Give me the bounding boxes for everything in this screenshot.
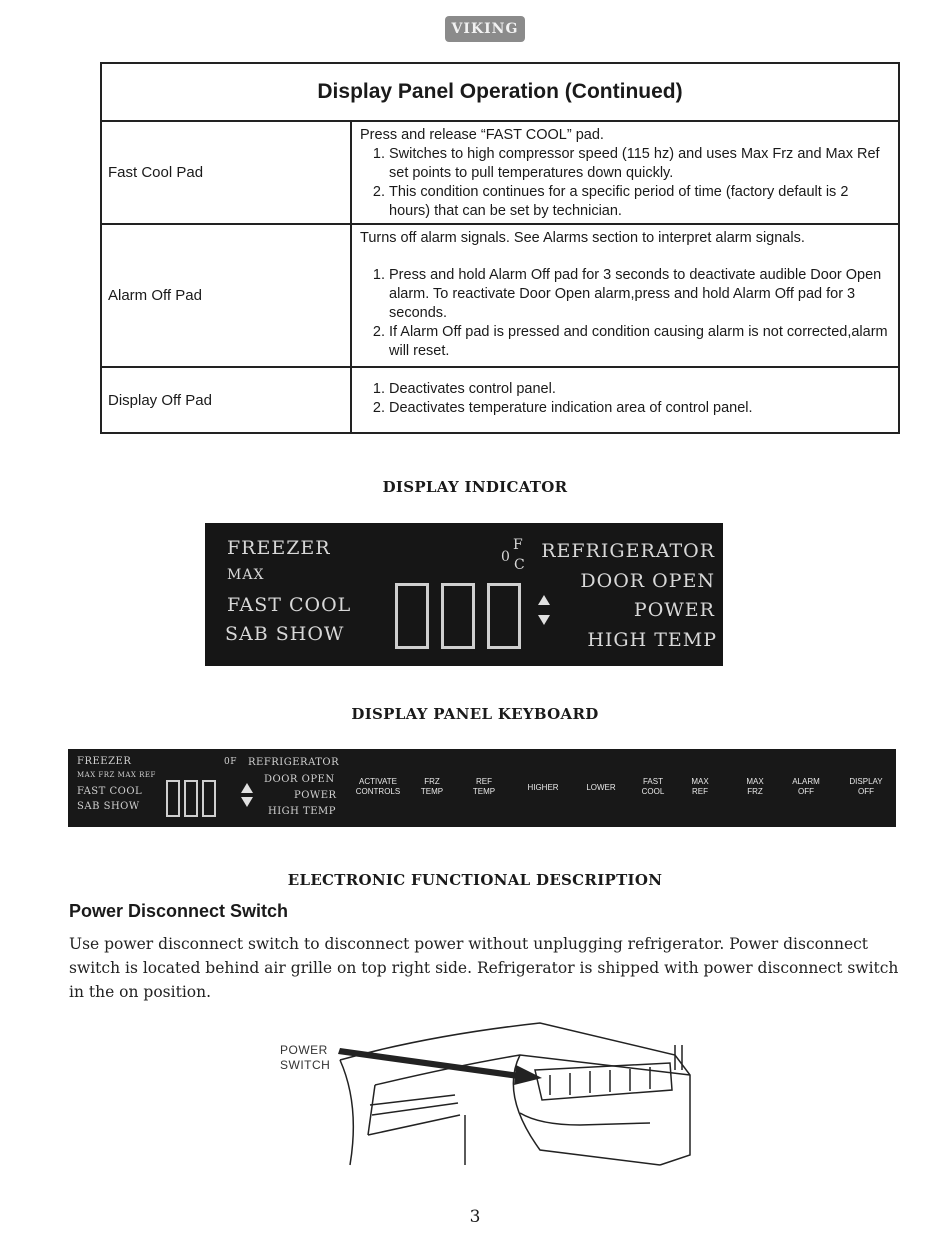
display-off-button[interactable]	[838, 777, 894, 797]
indicator-refrigerator-label: REFRIGERATOR	[541, 540, 715, 562]
key-label: OFF	[858, 787, 874, 796]
indicator-fast-cool-label: FAST COOL	[227, 594, 352, 616]
list-item: 2. This condition continues for a specific period of time (factory default is 2 hours) that can be set by technician.	[389, 183, 890, 221]
key-label: LOWER	[586, 783, 616, 792]
display-keyboard-panel	[68, 749, 896, 827]
keyboard-freezer-label: FREEZER	[77, 756, 132, 767]
row-description	[352, 122, 898, 223]
indicator-high-temp-label: HIGH TEMP	[587, 629, 717, 651]
row-intro: Press and release “FAST COOL” pad.	[360, 127, 604, 143]
indicator-sab-show-label: SAB SHOW	[225, 623, 345, 645]
key-label: TEMP	[420, 787, 444, 796]
keyboard-fast-cool-label: FAST COOL	[77, 786, 143, 797]
max-ref-button[interactable]	[672, 777, 728, 797]
key-label: COOL	[641, 787, 665, 796]
keyboard-sab-show-label: SAB SHOW	[77, 801, 140, 812]
table-row	[102, 368, 898, 432]
list-item: 2. Deactivates temperature indication area of control panel.	[389, 399, 890, 418]
key-label: FRZ	[747, 787, 763, 796]
keyboard-power-label: POWER	[294, 790, 337, 801]
page-number: 3	[469, 1207, 481, 1227]
key-label: CONTROLS	[355, 787, 401, 796]
row-steps	[360, 380, 890, 418]
digit-segment	[487, 583, 521, 649]
digit-segment	[202, 780, 216, 817]
display-keyboard-heading: DISPLAY PANEL KEYBOARD	[351, 705, 599, 723]
power-disconnect-title: Power Disconnect Switch	[69, 901, 289, 921]
display-indicator-heading: DISPLAY INDICATOR	[382, 478, 568, 496]
higher-button[interactable]	[515, 783, 571, 793]
key-label: FRZ	[424, 777, 440, 786]
key-label: MAX	[746, 777, 764, 786]
row-intro: Turns off alarm signals. See Alarms section to interpret alarm signals.	[360, 230, 805, 246]
ref-temp-button[interactable]	[456, 777, 512, 797]
key-label: TEMP	[472, 787, 496, 796]
figure-label-line: SWITCH	[280, 1058, 331, 1072]
key-label: DISPLAY	[849, 777, 883, 786]
list-item: 1. Deactivates control panel.	[389, 380, 890, 399]
list-item: 1. Press and hold Alarm Off pad for 3 seconds to deactivate audible Door Open alarm. To reactivate Door Open alarm,press and hold Alarm Off pad for 3 seconds.	[389, 266, 890, 323]
list-item: 1. Switches to high compressor speed (115 hz) and uses Max Frz and Max Ref set points to pull temperatures down quickly.	[389, 145, 890, 183]
indicator-power-label: POWER	[633, 599, 715, 621]
arrow-up-icon	[241, 783, 253, 793]
key-label: ACTIVATE	[359, 777, 397, 786]
arrow-down-icon	[538, 615, 550, 625]
max-frz-button[interactable]	[727, 777, 783, 797]
table-row	[102, 122, 898, 225]
digit-segment	[184, 780, 198, 817]
power-switch-diagram	[280, 1015, 700, 1170]
digit-segment	[441, 583, 475, 649]
power-disconnect-paragraph: Use power disconnect switch to disconnect power without unplugging refrigerator. Power disconnect switch is located behind air grille on top right side. Refrigerator is shipped with power disconnect switch in the on position.	[69, 935, 899, 1001]
alarm-off-button[interactable]	[778, 777, 834, 797]
key-label: FAST	[642, 777, 663, 786]
row-name: Alarm Off Pad	[102, 225, 352, 366]
key-label: ALARM	[792, 777, 820, 786]
row-name: Fast Cool Pad	[102, 122, 352, 223]
table-row	[102, 225, 898, 368]
arrow-up-icon	[538, 595, 550, 605]
indicator-door-open-label: DOOR OPEN	[580, 570, 715, 592]
brand-logo: VIKING	[445, 16, 525, 42]
row-name: Display Off Pad	[102, 368, 352, 432]
row-description	[352, 368, 898, 432]
key-label: MAX	[691, 777, 709, 786]
operation-table	[100, 62, 900, 434]
electronic-description-heading: ELECTRONIC FUNCTIONAL DESCRIPTION	[287, 871, 663, 889]
activate-controls-button[interactable]	[350, 777, 406, 797]
row-steps	[360, 266, 890, 361]
unit-degree: 0	[501, 549, 511, 565]
keyboard-door-open-label: DOOR OPEN	[264, 774, 335, 785]
unit-celsius: C	[514, 557, 526, 573]
key-label: OFF	[798, 787, 814, 796]
lower-button[interactable]	[573, 783, 629, 793]
unit-fahrenheit: F	[513, 537, 524, 553]
indicator-max-label: MAX	[227, 567, 265, 583]
figure-label-line: POWER	[280, 1043, 328, 1057]
keyboard-high-temp-label: HIGH TEMP	[268, 806, 336, 817]
frz-temp-button[interactable]	[404, 777, 460, 797]
indicator-freezer-label: FREEZER	[227, 537, 331, 559]
display-indicator-panel	[205, 523, 723, 666]
table-title: Display Panel Operation (Continued)	[102, 64, 898, 122]
list-item: 2. If Alarm Off pad is pressed and condition causing alarm is not corrected,alarm will reset.	[389, 323, 890, 361]
key-label: HIGHER	[527, 783, 559, 792]
arrow-down-icon	[241, 797, 253, 807]
keyboard-refrigerator-label: REFRIGERATOR	[248, 757, 340, 768]
keyboard-unit: 0F	[224, 757, 237, 767]
digit-segment	[395, 583, 429, 649]
digit-segment	[166, 780, 180, 817]
key-label: REF	[476, 777, 492, 786]
row-steps	[360, 145, 890, 221]
keyboard-max-label: MAX FRZ MAX REF	[77, 771, 156, 779]
row-description	[352, 225, 898, 366]
key-label: REF	[692, 787, 708, 796]
